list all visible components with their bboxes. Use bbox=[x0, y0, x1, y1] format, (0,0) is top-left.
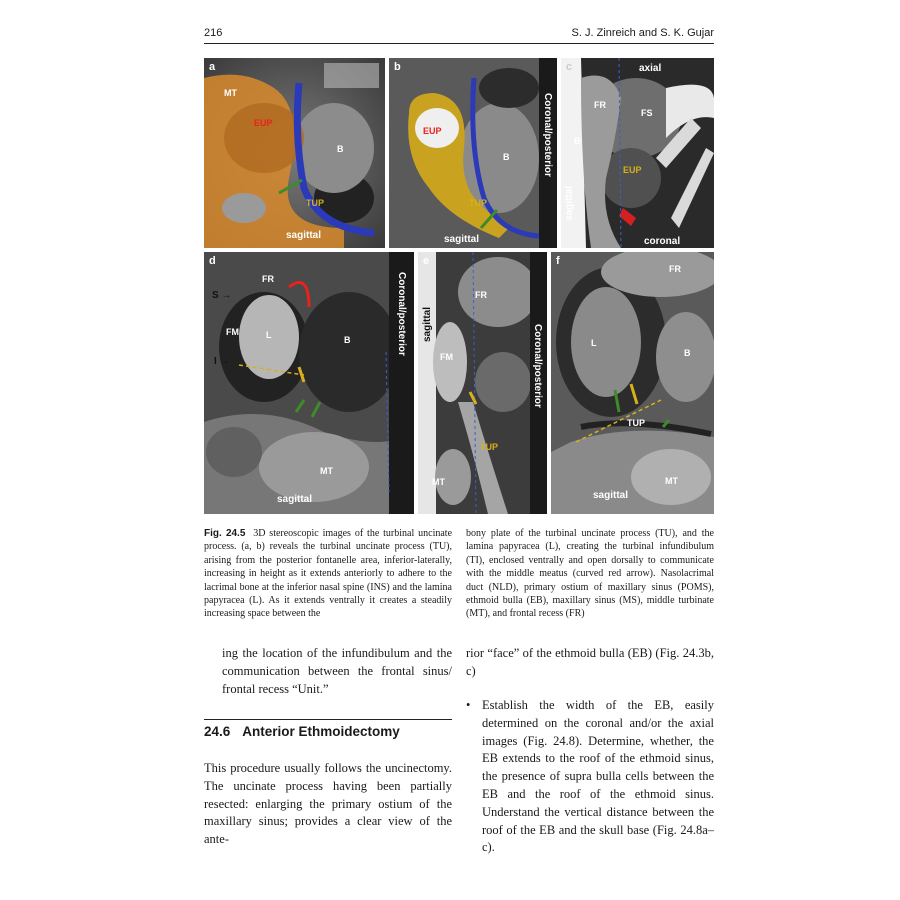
panel-e-left-orientation: sagittal bbox=[422, 307, 433, 343]
figure-24-5 bbox=[204, 58, 714, 514]
label-mt: MT bbox=[665, 476, 678, 486]
label-b: B bbox=[684, 348, 691, 358]
panel-d bbox=[204, 252, 414, 514]
panel-f bbox=[551, 252, 714, 514]
panel-b-view: sagittal bbox=[444, 234, 480, 245]
panel-c-orientation: sagittal bbox=[564, 186, 575, 222]
panel-c-image bbox=[561, 58, 714, 248]
bullet-icon: • bbox=[466, 698, 471, 712]
panel-e-letter: e bbox=[423, 255, 430, 267]
label-mt: MT bbox=[432, 477, 445, 487]
label-fm: FM bbox=[440, 352, 453, 362]
panel-b-image bbox=[389, 58, 557, 248]
panel-a-letter: a bbox=[209, 61, 216, 73]
label-l: L bbox=[591, 338, 597, 348]
label-fm: FM bbox=[226, 327, 239, 337]
panel-c-bottom-view: coronal bbox=[644, 236, 681, 247]
label-mt: MT bbox=[224, 88, 237, 98]
panel-a bbox=[204, 58, 385, 248]
panel-f-view: sagittal bbox=[593, 490, 629, 501]
panel-a-image bbox=[204, 58, 385, 248]
label-i: I → bbox=[214, 356, 230, 367]
panel-c-letter: c bbox=[566, 61, 573, 73]
label-b: B bbox=[337, 144, 344, 154]
panel-b-orientation: Coronal/posterior bbox=[542, 93, 553, 177]
bullet-item bbox=[466, 697, 714, 857]
panel-f-image bbox=[551, 252, 714, 514]
label-eup: EUP bbox=[423, 126, 442, 136]
label-tup: TUP bbox=[306, 198, 324, 208]
label-eup: EUP bbox=[623, 165, 642, 175]
label-tup: TUP bbox=[469, 198, 487, 208]
section-number: 24.6 bbox=[204, 724, 231, 739]
label-tup: TUP bbox=[627, 418, 645, 428]
header-rule bbox=[204, 43, 714, 44]
figure-caption-left bbox=[204, 527, 452, 621]
label-fs: FS bbox=[641, 108, 653, 118]
panel-c bbox=[561, 58, 714, 248]
label-fr: FR bbox=[262, 274, 274, 284]
section-heading bbox=[204, 724, 400, 739]
label-b: B bbox=[574, 136, 581, 146]
label-tup: TUP bbox=[480, 442, 498, 452]
panel-d-letter: d bbox=[209, 255, 216, 267]
body-paragraph-right-1: rior “face” of the ethmoid bulla (EB) (Fig. 24.3b, c) bbox=[466, 646, 714, 678]
panel-f-letter: f bbox=[556, 255, 560, 267]
page-number: 216 bbox=[204, 27, 223, 39]
label-l: L bbox=[266, 330, 272, 340]
body-paragraph-left-2: This procedure usually follows the uncinectomy. The uncinate process having been partially resected: enlarging the primary ostium of the maxillary sinus; provides a clear view of the ante- bbox=[204, 761, 452, 847]
panel-b bbox=[389, 58, 557, 248]
bullet-text: Establish the width of the EB, easily determined on the coronal and/or the axial images (Fig. 24.8). Determine, whether, the EB extends to the roof of the ethmoid sinus, the presence of supra bulla cells between the EB and the roof of the ethmoid sinus. Understand the vertical distance between the roof of the EB and the skull base (Fig. 24.8a–c). bbox=[482, 698, 714, 855]
section-rule bbox=[204, 719, 452, 720]
label-fr: FR bbox=[594, 100, 606, 110]
caption-text-left: 3D stereoscopic images of the turbinal uncinate process. (a, b) reveals the turbinal uncinate process (TU), arising from the posterior fontanelle area, inferior-laterally, increasing in height as it extends anteriorly to adhere to the lacrimal bone at the inferior nasal spine (INS) and the lamina papyracea (L). As it extends ventrally it creates a steadily increasing space between the bbox=[204, 528, 453, 620]
figure-caption-right: bony plate of the turbinal uncinate process (TU), and the lamina papyracea (L), creating the turbinal infundibulum (TI), enclosed ventrally and open dorsally to communicate with the middle meatus (curved red arrow). Nasolacrimal duct (NLD), primary ostium of maxillary sinus (POMS), ethmoid bulla (EB), maxillary sinus (MS), middle turbinate (MT), and frontal recess (FR) bbox=[466, 528, 714, 620]
label-b: B bbox=[344, 335, 351, 345]
panel-e-orientation: Coronal/posterior bbox=[532, 324, 543, 408]
panel-d-image bbox=[204, 252, 414, 514]
label-mt: MT bbox=[320, 466, 333, 476]
label-fr: FR bbox=[669, 264, 681, 274]
panel-d-view: sagittal bbox=[277, 494, 313, 505]
panel-a-view: sagittal bbox=[286, 230, 322, 241]
label-s: S → bbox=[212, 290, 232, 301]
label-b: B bbox=[503, 152, 510, 162]
label-eup: EUP bbox=[254, 118, 273, 128]
caption-label: Fig. 24.5 bbox=[204, 528, 246, 539]
section-title: Anterior Ethmoidectomy bbox=[242, 724, 400, 739]
panel-e bbox=[418, 252, 547, 514]
label-fr: FR bbox=[475, 290, 487, 300]
panel-d-orientation: Coronal/posterior bbox=[396, 272, 407, 356]
panel-b-letter: b bbox=[394, 61, 401, 73]
running-header: S. J. Zinreich and S. K. Gujar bbox=[571, 27, 714, 39]
body-paragraph-left-1: ing the location of the infundibulum and the communication between the frontal sinus/ frontal recess “Unit.” bbox=[222, 646, 452, 696]
panel-c-view: axial bbox=[639, 63, 662, 74]
